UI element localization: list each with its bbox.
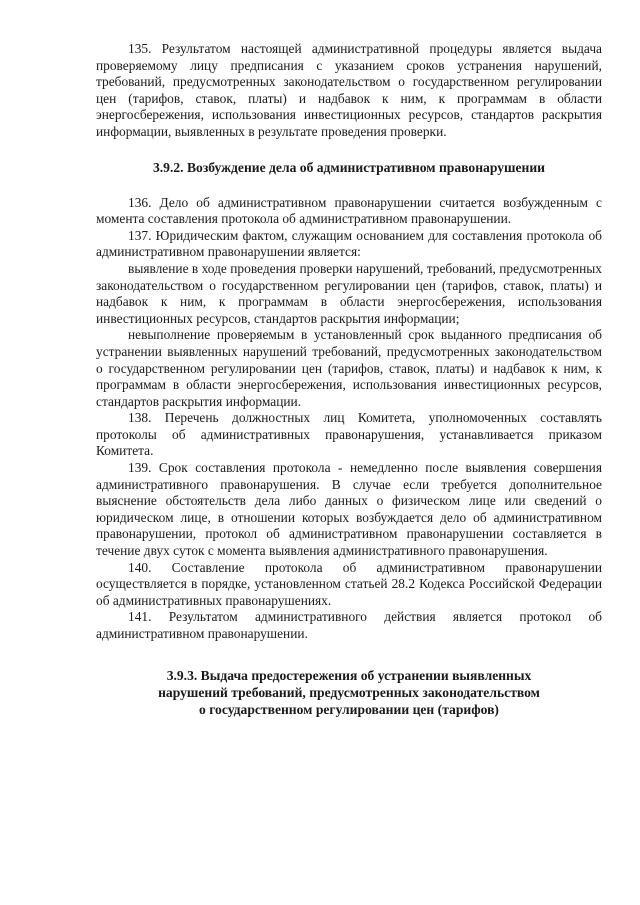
heading-line-3: о государственном регулировании цен (тарифов) (199, 701, 499, 717)
paragraph-137-item-1: выявление в ходе проведения проверки нарушений, требований, предусмотренных законодательством о государственном регулировании цен (тарифов, ставок, платы) и надбавок к ним, к программам в области энергосбережения, использования инвестиционных ресурсов, стандартов раскрытия информации; (96, 260, 602, 326)
heading-line-2: нарушений требований, предусмотренных законодательством (158, 684, 540, 700)
section-heading-3-9-3 (96, 667, 602, 718)
heading-line-1: 3.9.3. Выдача предостережения об устранении выявленных (166, 667, 532, 683)
paragraph-139: 139. Срок составления протокола - немедленно после выявления совершения административного правонарушения. В случае если требуется дополнительное выяснение обстоятельств дела либо данных о физическом лице или сведений о юридическом лице, в отношении которых возбуждается дело об административном правонарушении, протокол об административном правонарушении составляется в течение двух суток с момента выявления административного правонарушения. (96, 460, 602, 559)
paragraph-137-item-2: невыполнение проверяемым в установленный срок выданного предписания об устранении выявленных нарушений требований, предусмотренных законодательством о государственном регулировании цен (тарифов, ставок, платы) и надбавок к ним, к программам в области энергосбережения, использования инвестиционных ресурсов, стандартов раскрытия информации. (96, 327, 602, 409)
paragraph-135: 135. Результатом настоящей административной процедуры является выдача проверяемому лицу предписания с указанием сроков устранения нарушений, требований, предусмотренных законодательством о государственном регулировании цен (тарифов, ставок, платы) и надбавок к ним, к программам в области энергосбережения, использования инвестиционных ресурсов, стандартов раскрытия информации, выявленных в результате проведения проверки. (96, 41, 602, 139)
paragraph-137: 137. Юридическим фактом, служащим основанием для составления протокола об административном правонарушении является: (96, 227, 602, 260)
paragraph-141: 141. Результатом административного действия является протокол об административном правонарушении. (96, 609, 602, 641)
paragraph-136: 136. Дело об административном правонарушении считается возбужденным с момента составления протокола об административном правонарушении. (96, 194, 602, 227)
paragraph-140: 140. Составление протокола об административном правонарушении осуществляется в порядке, установленном статьей 28.2 Кодекса Российской Федерации об административных правонарушениях. (96, 559, 602, 608)
document-page (96, 41, 602, 718)
paragraph-138: 138. Перечень должностных лиц Комитета, уполномоченных составлять протоколы об административных правонарушения, устанавливается приказом Комитета. (96, 410, 602, 459)
section-heading-3-9-2: 3.9.2. Возбуждение дела об административном правонарушении (152, 159, 546, 175)
